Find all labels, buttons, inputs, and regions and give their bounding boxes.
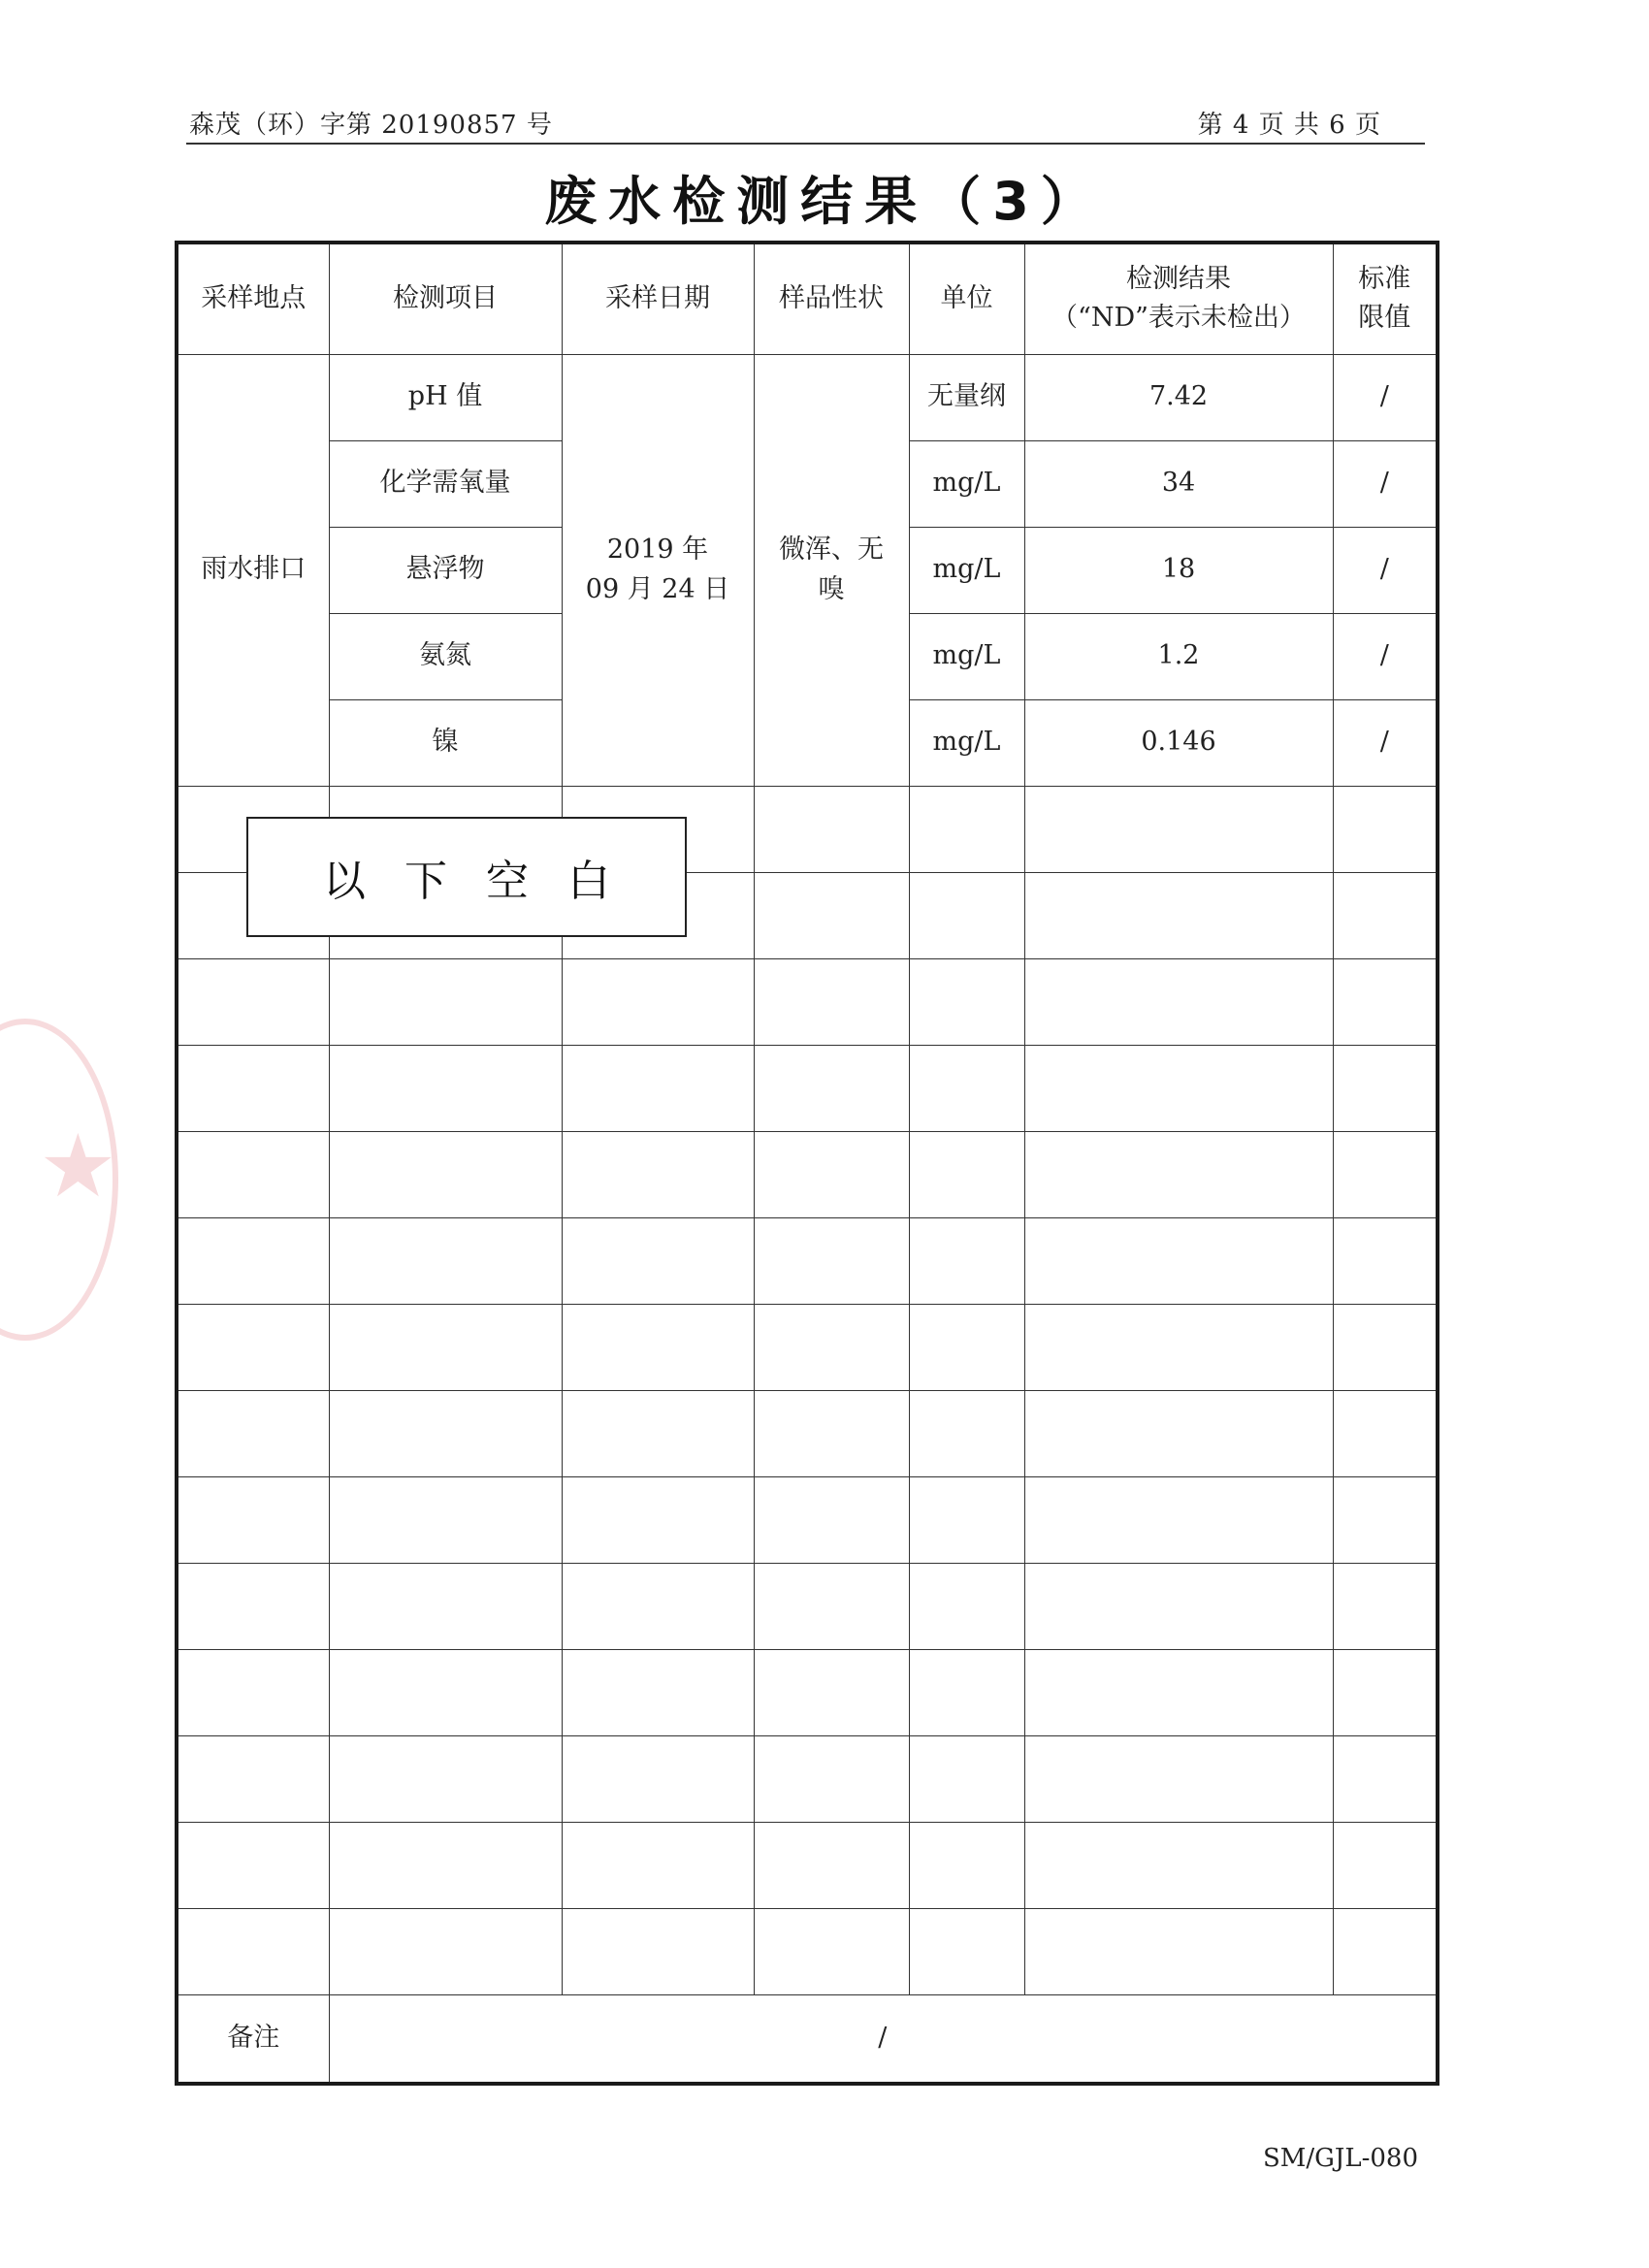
- empty-row: [177, 1822, 1438, 1908]
- empty-row: [177, 1217, 1438, 1304]
- result-cell: 0.146: [1024, 699, 1333, 786]
- limit-cell: /: [1333, 440, 1438, 527]
- empty-row: [177, 1390, 1438, 1476]
- header-limit-line1: 标准: [1358, 263, 1411, 294]
- date-line1: 2019 年: [606, 535, 709, 565]
- result-cell: 34: [1024, 440, 1333, 527]
- page-info: 第 4 页 共 6 页: [1197, 111, 1381, 140]
- table-row: [177, 354, 1438, 440]
- header-result-line1: 检测结果: [1126, 263, 1231, 294]
- result-cell: 7.42: [1024, 354, 1333, 440]
- empty-row: [177, 958, 1438, 1045]
- empty-row: [177, 1131, 1438, 1217]
- location-cell: 雨水排口: [177, 354, 329, 786]
- header-item: 检测项目: [329, 243, 562, 354]
- empty-row: [177, 1735, 1438, 1822]
- remarks-label: 备注: [177, 1994, 329, 2084]
- limit-cell: /: [1333, 699, 1438, 786]
- empty-row: [177, 1563, 1438, 1649]
- empty-row: [177, 1649, 1438, 1735]
- item-cell: pH 值: [329, 354, 562, 440]
- item-cell: 悬浮物: [329, 527, 562, 613]
- unit-cell: mg/L: [909, 699, 1024, 786]
- date-line2: 09 月 24 日: [585, 573, 730, 604]
- item-cell: 化学需氧量: [329, 440, 562, 527]
- remarks-value: /: [329, 1994, 1438, 2084]
- header-unit: 单位: [909, 243, 1024, 354]
- header-rule: [186, 143, 1425, 145]
- header-limit: [1333, 243, 1438, 354]
- page-title: 废水检测结果（3）: [544, 171, 1105, 232]
- result-cell: 1.2: [1024, 613, 1333, 699]
- empty-row: [177, 1045, 1438, 1131]
- limit-cell: /: [1333, 613, 1438, 699]
- empty-row: [177, 1908, 1438, 1994]
- seal-star-icon: ★: [39, 1116, 117, 1217]
- header-appearance: 样品性状: [754, 243, 909, 354]
- appearance-cell: [754, 354, 909, 786]
- header-result-line2: （“ND”表示未检出）: [1051, 303, 1306, 334]
- unit-cell: mg/L: [909, 440, 1024, 527]
- limit-cell: /: [1333, 354, 1438, 440]
- limit-cell: /: [1333, 527, 1438, 613]
- item-cell: 氨氮: [329, 613, 562, 699]
- report-number: 森茂（环）字第 20190857 号: [189, 111, 553, 140]
- appearance-line2: 嗅: [818, 573, 845, 604]
- header-result: [1024, 243, 1333, 354]
- results-table: [175, 241, 1439, 2086]
- remarks-row: [177, 1994, 1438, 2084]
- empty-row: [177, 1304, 1438, 1390]
- table-header-row: [177, 243, 1438, 354]
- empty-row: [177, 1476, 1438, 1563]
- blank-below-stamp: 以下空白: [246, 817, 687, 937]
- date-cell: [562, 354, 754, 786]
- header-limit-line2: 限值: [1358, 303, 1411, 334]
- item-cell: 镍: [329, 699, 562, 786]
- result-cell: 18: [1024, 527, 1333, 613]
- header-location: 采样地点: [177, 243, 329, 354]
- appearance-line1: 微浑、无: [779, 535, 884, 565]
- unit-cell: mg/L: [909, 527, 1024, 613]
- unit-cell: 无量纲: [909, 354, 1024, 440]
- form-code: SM/GJL-080: [1262, 2144, 1418, 2173]
- unit-cell: mg/L: [909, 613, 1024, 699]
- header-date: 采样日期: [562, 243, 754, 354]
